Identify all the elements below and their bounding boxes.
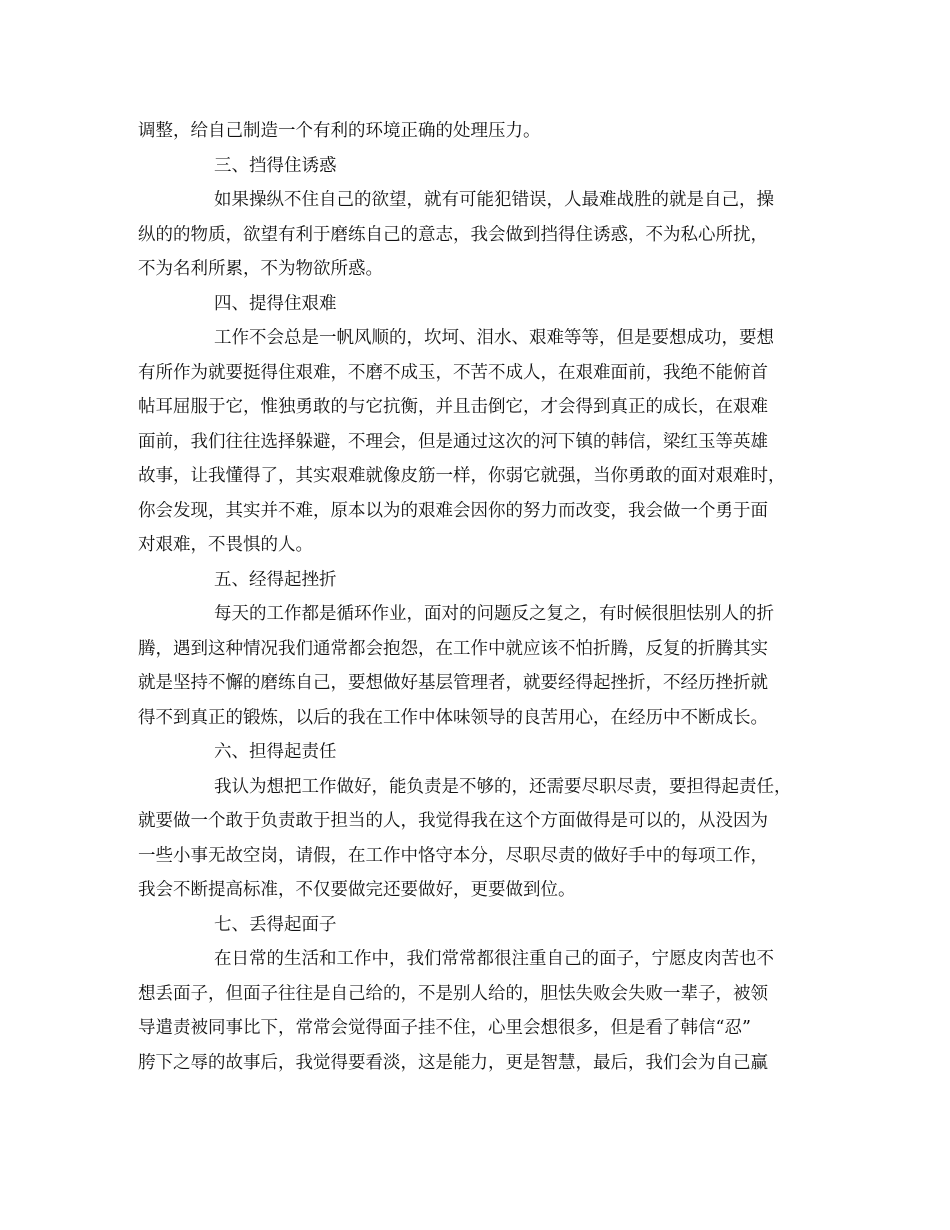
- text-line: 不为名利所累，不为物欲所惑。: [138, 259, 383, 279]
- text-line: 有所作为就要挺得住艰难，不磨不成玉，不苦不成人，在艰难面前，我绝不能俯首: [138, 362, 768, 383]
- text-line: 导遣责被同事比下，常常会觉得面子挂不住，心里会想很多，但是看了韩信“忍”: [138, 1018, 751, 1038]
- text-line: 就是坚持不懈的磨练自己，要想做好基层管理者，就要经得起挫折，不经历挫折就: [138, 673, 768, 693]
- text-line: 故事，让我懂得了，其实艰难就像皮筋一样，你弱它就强，当你勇敢的面对艰难时，: [138, 466, 786, 486]
- paragraph-first-line: 我认为想把工作做好，能负责是不够的，还需要尽职尽责，要担得起责任，: [214, 776, 792, 797]
- paragraph-first-line: 工作不会总是一帆风顺的，坎坷、泪水、艰难等等，但是要想成功，要想: [214, 328, 774, 348]
- section-heading: 七、丢得起面子: [214, 914, 337, 935]
- text-line: 纵的的物质，欲望有利于磨练自己的意志，我会做到挡得住诱惑，不为私心所扰，: [138, 224, 768, 245]
- text-line: 面前，我们往往选择躲避，不理会，但是通过这次的河下镇的韩信，梁红玉等英雄: [138, 431, 768, 452]
- paragraph-first-line: 如果操纵不住自己的欲望，就有可能犯错误，人最难战胜的就是自己，操: [214, 190, 774, 210]
- text-line: 我会不断提高标准，不仅要做完还要做好，更要做到位。: [138, 880, 576, 900]
- text-line: 腾，遇到这种情况我们通常都会抱怨，在工作中就应该不怕折腾，反复的折腾其实: [138, 638, 768, 659]
- text-line: 你会发现，其实并不难，原本以为的艰难会因你的努力而改变，我会做一个勇于面: [138, 500, 768, 521]
- text-line: 对艰难，不畏惧的人。: [138, 535, 313, 555]
- document-body: [138, 114, 822, 1080]
- paragraph-first-line: 在日常的生活和工作中，我们常常都很注重自己的面子，宁愿皮肉苦也不: [214, 949, 774, 969]
- text-line: 得不到真正的锻炼，以后的我在工作中体味领导的良苦用心，在经历中不断成长。: [138, 707, 768, 728]
- section-heading: 四、提得住艰难: [214, 293, 337, 314]
- text-line: 一些小事无故空岗，请假，在工作中恪守本分，尽职尽责的做好手中的每项工作，: [138, 845, 768, 866]
- text-line: 调整，给自己制造一个有利的环境正确的处理压力。: [138, 121, 541, 141]
- text-line: 帖耳屈服于它，惟独勇敢的与它抗衡，并且击倒它，才会得到真正的成长，在艰难: [138, 397, 768, 417]
- section-heading: 六、担得起责任: [214, 742, 337, 762]
- text-line: 想丢面子，但面子往往是自己给的，不是别人给的，胆怯失败会失败一辈子，被领: [138, 983, 768, 1004]
- text-line: 胯下之辱的故事后，我觉得要看淡，这是能力，更是智慧，最后，我们会为自己赢: [138, 1052, 768, 1073]
- section-heading: 五、经得起挫折: [214, 569, 337, 590]
- section-heading: 三、挡得住诱惑: [214, 155, 337, 176]
- paragraph-first-line: 每天的工作都是循环作业，面对的问题反之复之，有时候很胆怯别人的折: [214, 604, 774, 624]
- text-line: 就要做一个敢于负责敢于担当的人，我觉得我在这个方面做得是可以的，从没因为: [138, 811, 768, 831]
